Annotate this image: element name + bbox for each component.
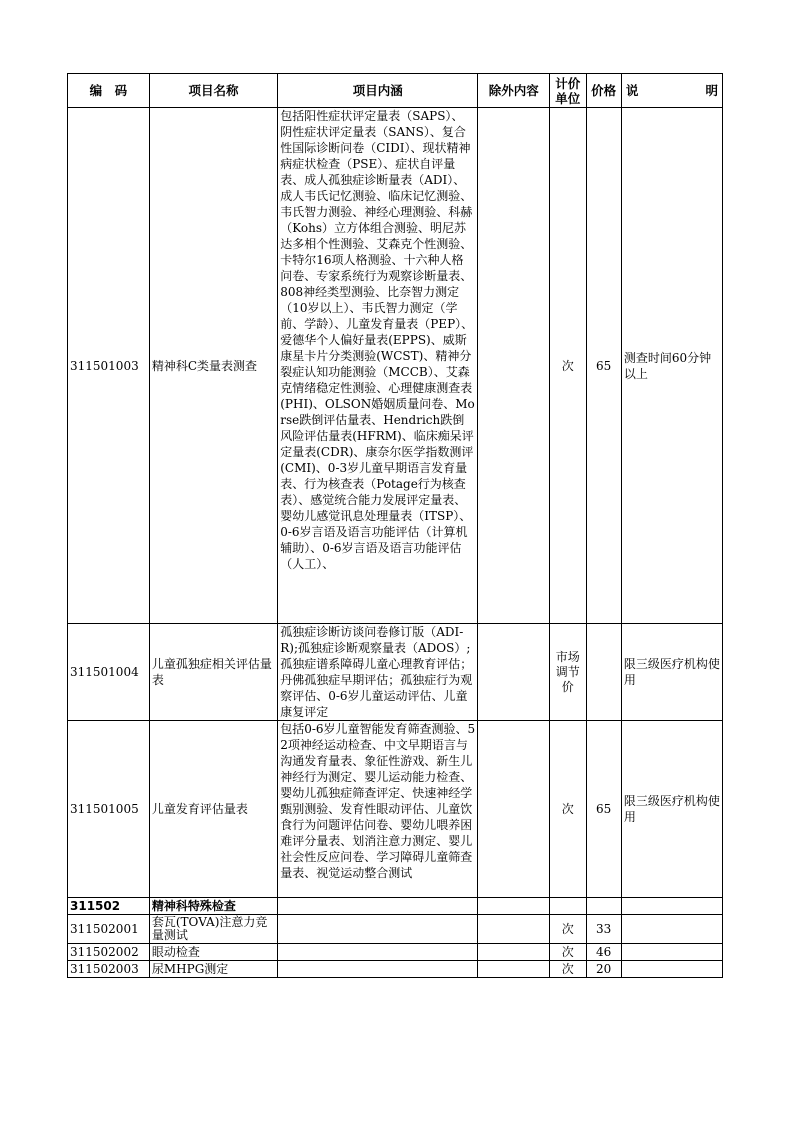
empty-cell [586, 898, 621, 915]
pricing-table [67, 73, 723, 978]
row-unit: 市场调节价 [550, 624, 586, 721]
empty-cell [478, 944, 550, 961]
empty-cell [550, 898, 586, 915]
row-exclude [478, 721, 550, 898]
row-price [586, 624, 621, 721]
row-content-cell [278, 721, 478, 898]
row-content-cell [278, 108, 478, 624]
row-price: 65 [586, 108, 621, 624]
header-code: 编 码 [68, 74, 150, 108]
row-unit: 次 [550, 721, 586, 898]
row-unit: 次 [550, 944, 586, 961]
row-content-cell [278, 624, 478, 721]
row-name: 眼动检查 [149, 944, 277, 961]
row-price: 65 [586, 721, 621, 898]
table-row [68, 108, 723, 624]
header-exclude: 除外内容 [478, 74, 550, 108]
row-name: 尿MHPG测定 [149, 961, 277, 978]
empty-cell [478, 915, 550, 944]
header-name: 项目名称 [149, 74, 277, 108]
empty-cell [278, 898, 478, 915]
empty-cell [621, 944, 722, 961]
section-name: 精神科特殊检查 [149, 898, 277, 915]
row-price: 46 [586, 944, 621, 961]
row-code: 311502002 [68, 944, 150, 961]
table-row [68, 721, 723, 898]
row-note: 限三级医疗机构使用 [621, 624, 722, 721]
row-name: 套瓦(TOVA)注意力竞量测试 [149, 915, 277, 944]
empty-cell [278, 961, 478, 978]
header-content: 项目内涵 [278, 74, 478, 108]
row-code: 311501003 [68, 108, 150, 624]
row-note: 限三级医疗机构使用 [621, 721, 722, 898]
row-content: 孤独症诊断访谈问卷修订版（ADI-R);孤独症诊断观察量表（ADOS）;孤独症谱系障碍儿童心理教育评估；丹佛孤独症早期评估；孤独症行为观察评估、0-6岁儿童运动评估、儿童康复评定 [280, 625, 473, 719]
row-code: 311502001 [68, 915, 150, 944]
table-row [68, 915, 723, 944]
row-content: 包括阳性症状评定量表（SAPS）、阴性症状评定量表（SANS）、复合性国际诊断问卷（CIDI）、现状精神病症状检查（PSE）、症状自评量表、成人孤独症诊断量表（ADI）、成人韦氏记忆测验、临床记忆测验、韦氏智力测验、神经心理测验、科赫（Kohs）立方体组合测验、明尼苏达多相个性测验、艾森克个性测验、卡特尔16项人格测验、十六种人格问卷、专家系统行为观察诊断量表、808神经类型测验、比奈智力测定（10岁以上）、韦氏智力测定（学前、学龄）、儿童发育量表（PEP）、爱德华个人偏好量表(EPPS)、威斯康星卡片分类测验(WCST)、精神分裂症认知功能测验（MCCB）、艾森克情绪稳定性测验、心理健康测查表(PHI)、OLSON婚姻质量问卷、Morse跌倒评估量表、Hendrich跌倒风险评估量表(HFRM)、临床痴呆评定量表(CDR)、康奈尔医学指数测评(CMI)、0-3岁儿童早期语言发育量表、行为核查表（Potage行为核查表）、感觉统合能力发展评定量表、婴幼儿感觉讯息处理量表（ITSP）、0-6岁言语及语言功能评估（计算机辅助）、0-6岁言语及语言功能评估（人工）、 [280, 109, 475, 571]
header-note-right: 明 [705, 82, 718, 98]
row-unit: 次 [550, 915, 586, 944]
row-name: 儿童孤独症相关评估量表 [149, 624, 277, 721]
row-exclude [478, 624, 550, 721]
row-unit: 次 [550, 108, 586, 624]
table-row [68, 961, 723, 978]
row-price: 20 [586, 961, 621, 978]
empty-cell [478, 961, 550, 978]
empty-cell [621, 898, 722, 915]
section-row [68, 898, 723, 915]
row-code: 311501005 [68, 721, 150, 898]
header-note-left: 说 [625, 82, 639, 98]
row-exclude [478, 108, 550, 624]
row-unit: 次 [550, 961, 586, 978]
row-code: 311502003 [68, 961, 150, 978]
header-unit: 计价单位 [550, 74, 586, 108]
row-name: 精神科C类量表测查 [149, 108, 277, 624]
section-code: 311502 [68, 898, 150, 915]
row-content: 包括0-6岁儿童智能发育筛查测验、52项神经运动检查、中文早期语言与沟通发育量表、象征性游戏、新生儿神经行为测定、婴儿运动能力检查、婴幼儿孤独症筛查评定、快速神经学甄别测验、发育性眼动评估、儿童饮食行为问题评估问卷、婴幼儿喂养困难评分量表、划消注意力测定、婴儿社会性反应问卷、学习障碍儿童筛查量表、视觉运动整合测试 [280, 722, 476, 880]
empty-cell [478, 898, 550, 915]
row-code: 311501004 [68, 624, 150, 721]
empty-cell [278, 944, 478, 961]
row-price: 33 [586, 915, 621, 944]
header-note [621, 74, 722, 108]
row-name: 儿童发育评估量表 [149, 721, 277, 898]
empty-cell [621, 915, 722, 944]
table-row [68, 944, 723, 961]
table-row [68, 624, 723, 721]
header-price: 价格 [586, 74, 621, 108]
row-note: 测查时间60分钟以上 [621, 108, 722, 624]
header-row [68, 74, 723, 108]
empty-cell [621, 961, 722, 978]
empty-cell [278, 915, 478, 944]
